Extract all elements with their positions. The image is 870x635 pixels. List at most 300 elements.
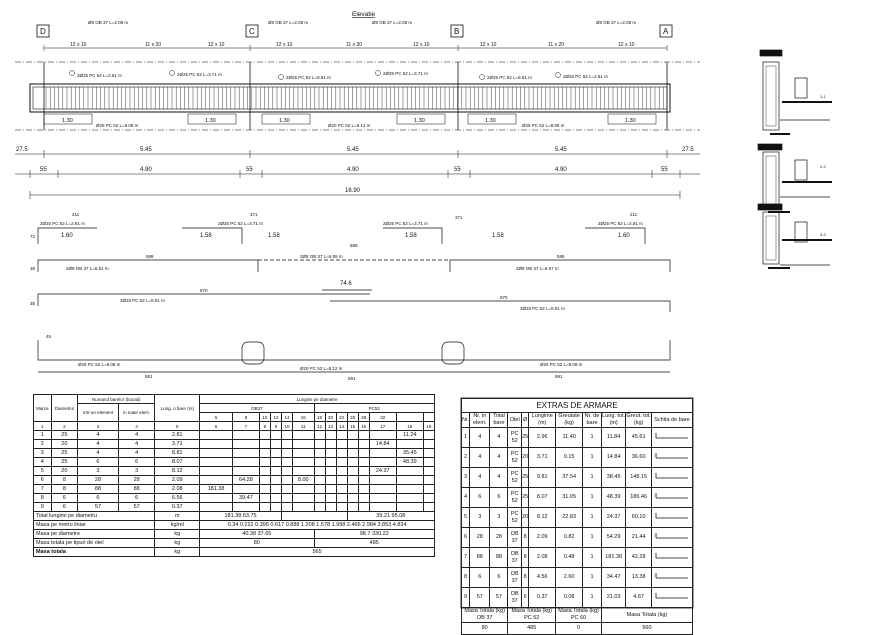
table-cell: 6 (78, 458, 119, 467)
table-cell: 4 (118, 449, 155, 458)
bar-sketch (652, 550, 692, 562)
table-cell (200, 449, 233, 458)
table-cell: 7 (462, 548, 470, 568)
stirrup-label: Ø8 OB 37 L=2.08 m (88, 20, 129, 25)
bar-sketch-cell (651, 448, 692, 468)
table-cell: 6 (78, 494, 119, 503)
table-cell (423, 485, 434, 494)
table-cell: 2.60 (556, 568, 583, 588)
detail-label: 1.58 (492, 233, 504, 239)
table-cell: 4 (78, 440, 119, 449)
detail-label: 2Ø25 PC 52 L=2.81 m (598, 221, 643, 226)
table-cell: 1 (462, 428, 470, 448)
table-cell: 88 (118, 485, 155, 494)
table-cell (358, 467, 369, 476)
table-cell (259, 458, 270, 467)
table-cell (259, 503, 270, 512)
table-row (34, 458, 435, 467)
table-cell (314, 458, 325, 467)
table-cell: 45.61 (626, 428, 652, 448)
col-number: 15 (347, 422, 358, 431)
table-cell (325, 440, 336, 449)
table-cell (281, 494, 292, 503)
table-cell: 21.03 (601, 588, 625, 608)
dim-130: 1.30 (625, 118, 636, 124)
table-cell: 88 (78, 485, 119, 494)
table-cell: 1 (583, 468, 602, 488)
bar-sketch (652, 450, 692, 462)
table-cell (200, 494, 233, 503)
col-count-sub: in toate elem. (118, 404, 155, 422)
masst-unit: kg (155, 539, 200, 548)
table-cell: 3 (462, 468, 470, 488)
table-cell: 57 (490, 588, 508, 608)
detail-label: 1.58 (200, 233, 212, 239)
section-label: 3-3 (820, 232, 826, 237)
table-cell: 0.08 (556, 588, 583, 608)
detail-label: 588 (350, 243, 358, 248)
table-cell: 4 (490, 448, 508, 468)
table-cell: 38.45 (601, 468, 625, 488)
mass-vals: 0.34 0.222 0.395 0.617 0.888 1.208 1.578 1.998 2.466 2.984 3.853 4.834 (200, 521, 435, 530)
extras-header: Lung. tot. (m) (602, 413, 626, 426)
table-cell (423, 476, 434, 485)
stirrups (46, 87, 663, 109)
table-cell: 1 (583, 428, 602, 448)
table-cell: 24.37 (369, 467, 396, 476)
table-cell (293, 503, 314, 512)
spacing-label: 11 x 20 (548, 42, 565, 48)
table-cell (358, 503, 369, 512)
table-cell (259, 485, 270, 494)
table-cell: 3 (490, 508, 508, 528)
table-cell: 48.39 (601, 488, 625, 508)
diam-header: 18 (314, 413, 325, 422)
table-cell (200, 467, 233, 476)
bar-sketch-cell (651, 508, 692, 528)
table-cell: 3.71 (529, 448, 556, 468)
table-cell: 8.00 (293, 476, 314, 485)
bar-callout: 2Ø25 PC 52 L=2.81 m (77, 73, 122, 78)
table-cell: PC 52 (508, 508, 522, 528)
table-cell (347, 458, 358, 467)
table-cell: 8.12 (529, 508, 556, 528)
table-cell: 0.37 (529, 588, 556, 608)
table-cell: 4 (78, 431, 119, 440)
table-cell: 14.84 (601, 448, 625, 468)
col-number: 6 (200, 422, 233, 431)
table-cell: 20 (51, 467, 77, 476)
bar-sketch (652, 470, 692, 482)
table-cell (314, 476, 325, 485)
table-cell: 28 (470, 528, 490, 548)
col-number: 8 (259, 422, 270, 431)
table-cell (325, 449, 336, 458)
spacing-label: 12 x 10 (618, 42, 635, 48)
table-cell: 8 (522, 528, 529, 548)
table-cell (314, 494, 325, 503)
table-cell: 8 (51, 476, 77, 485)
table-cell (293, 440, 314, 449)
col-count: Numarul barelor (bucati) (78, 395, 155, 404)
table-cell: 20 (51, 440, 77, 449)
stirrup-callouts (88, 20, 636, 25)
bar-sketch-cell (651, 488, 692, 508)
mtot-label: Masa totala (34, 548, 155, 557)
table-cell: PC 52 (508, 448, 522, 468)
bar-sketch (652, 490, 692, 502)
table-cell: 2.08 (155, 485, 200, 494)
table-cell (293, 431, 314, 440)
table-cell: 35.45 (396, 449, 423, 458)
table-cell (259, 449, 270, 458)
dim-130: 1.30 (62, 118, 73, 124)
table-cell: 1 (34, 431, 52, 440)
table-cell (293, 467, 314, 476)
detail-label: 1.58 (405, 233, 417, 239)
detail-label: Ø20 PC 52 L=8.12 m (300, 366, 343, 371)
table-row (462, 508, 693, 528)
bar-callout: 2Ø25 PC 52 L=8.81 m (286, 75, 331, 80)
table-row (34, 476, 435, 485)
table-cell: 6 (34, 476, 52, 485)
span-dim: 5.45 (555, 147, 567, 153)
detail-label: 2Ø25 PC 52 L=8.81 m (120, 298, 165, 303)
table-row (462, 468, 693, 488)
table-cell: 5 (34, 467, 52, 476)
table-row (462, 488, 693, 508)
table-cell: 4 (78, 449, 119, 458)
table-cell: 37.54 (556, 468, 583, 488)
spacing-label: 12 x 10 (276, 42, 293, 48)
foot-value: 0 (556, 623, 602, 635)
dim-130: 1.30 (279, 118, 290, 124)
diam-header: 25 (347, 413, 358, 422)
clear-dim: 4.90 (347, 167, 359, 173)
table-cell: 4 (34, 458, 52, 467)
massd-vals-r: 98.7 330.22 (314, 530, 435, 539)
detail-label: 2Ø25 PC 52 L=8.81 m (520, 306, 565, 311)
detail-label: 2Ø25 PC 52 L=3.71 m (218, 221, 263, 226)
table-row (462, 448, 693, 468)
table-row (462, 428, 693, 448)
table-cell (200, 503, 233, 512)
detail-label: 74.6 (340, 281, 352, 287)
diam-header: 20 (325, 413, 336, 422)
table-cell (347, 467, 358, 476)
table-cell (259, 494, 270, 503)
col-number: 19 (423, 422, 434, 431)
table-cell: 25 (522, 468, 529, 488)
table-cell (270, 440, 281, 449)
table-cell: 57 (118, 503, 155, 512)
foot-value: 560 (601, 623, 692, 635)
table-cell (259, 440, 270, 449)
table-cell: 4 (470, 468, 490, 488)
detail-label: 72 (30, 234, 36, 239)
bar-callout: Ø20 PC 52 L=8.12 m (328, 123, 371, 128)
extras-header: Nr. in elem. (470, 413, 490, 428)
table-cell: 34.47 (601, 568, 625, 588)
table-cell: 64.28 (232, 476, 259, 485)
table-cell (200, 440, 233, 449)
masst-l: 80 (200, 539, 314, 548)
table-cell: 8 (522, 548, 529, 568)
table-cell (281, 467, 292, 476)
table-cell (232, 467, 259, 476)
bar-sketch (652, 570, 692, 582)
detail-label: 2Ø8 OB 37 L=6.57 m (516, 266, 559, 271)
bar-callout: 2Ø25 PC 52 L=2.81 m (563, 74, 608, 79)
detail-label: 870 (200, 288, 208, 293)
bar-callout: Ø25 PC 52 L=8.08 m (96, 123, 139, 128)
support-b: B (454, 27, 460, 36)
detail-label: 371 (250, 212, 258, 217)
detail-label: 1.58 (268, 233, 280, 239)
table-cell (270, 494, 281, 503)
foot-header: Masa Totala (kg) PC 60 (556, 608, 602, 623)
rebar-schedule-table (33, 394, 435, 557)
table-cell (358, 458, 369, 467)
dim-130: 1.30 (414, 118, 425, 124)
table-row (34, 467, 435, 476)
extras-header: Nr. de bare (583, 413, 602, 428)
spacing-label: 12 x 10 (480, 42, 497, 48)
table-cell (369, 503, 396, 512)
bar-sketch-cell (651, 528, 692, 548)
total-dim: 16.90 (345, 188, 361, 194)
table-cell: 88 (470, 548, 490, 568)
table-cell: 4 (118, 431, 155, 440)
table-cell (336, 458, 347, 467)
table-cell: 8.07 (529, 488, 556, 508)
detail-label: 371 (455, 215, 463, 220)
foot-header: Masa Totala (kg) (601, 608, 692, 623)
table-cell (369, 449, 396, 458)
table-cell: 39.47 (232, 494, 259, 503)
table-cell: 6.56 (155, 494, 200, 503)
extras-header: Total bare (490, 413, 508, 428)
diam-header: 22 (336, 413, 347, 422)
detail-label: 2Ø25 PC 52 L=2.81 m (40, 221, 85, 226)
bar-sketch-cell (651, 428, 692, 448)
table-cell: 0.48 (556, 548, 583, 568)
table-cell: 22.83 (556, 508, 583, 528)
table-cell (314, 440, 325, 449)
table-cell: 6 (470, 488, 490, 508)
spacing-label: 11 x 20 (346, 42, 363, 48)
col-count-sub: Intr-un element (78, 404, 119, 422)
table-cell: 24.37 (601, 508, 625, 528)
table-cell: 6 (462, 528, 470, 548)
detail-label: Ø25 PC 52 L=8.08 m (78, 362, 121, 367)
table-cell: 9 (462, 588, 470, 608)
table-cell (347, 503, 358, 512)
table-cell: 4.67 (626, 588, 652, 608)
table-cell (325, 458, 336, 467)
table-cell: 0.37 (155, 503, 200, 512)
table-cell: 60.10 (626, 508, 652, 528)
table-cell: 0.82 (556, 528, 583, 548)
table-cell (396, 485, 423, 494)
stirrup-label: Ø8 OB 37 L=2.08 m (268, 20, 309, 25)
table-cell (270, 467, 281, 476)
table-cell: 4 (490, 428, 508, 448)
detail-label: 38 (30, 266, 36, 271)
table-cell (325, 494, 336, 503)
table-cell: 3 (470, 508, 490, 528)
col-marca: Marca (34, 395, 52, 422)
spacing-label: 12 x 10 (208, 42, 225, 48)
massd-label: Masa pe diametre (34, 530, 155, 539)
clear-dim: 4.90 (555, 167, 567, 173)
detail-label: 211 (72, 212, 80, 217)
table-cell (270, 449, 281, 458)
table-cell (369, 458, 396, 467)
col-number: 17 (369, 422, 396, 431)
table-cell (423, 449, 434, 458)
table-cell: 4 (470, 428, 490, 448)
table-cell: 2.09 (155, 476, 200, 485)
table-cell: 6 (51, 494, 77, 503)
col-diam: Diametrul (51, 395, 77, 422)
col-number: 10 (281, 422, 292, 431)
table-cell: 4 (490, 468, 508, 488)
spacing-label: 12 x 10 (70, 42, 87, 48)
table-cell (336, 476, 347, 485)
detail-label: 591 (348, 376, 356, 381)
table-cell: 7 (34, 485, 52, 494)
table-cell: 1 (583, 448, 602, 468)
section-2 (758, 144, 832, 212)
detail-label: 2Ø25 PC 52 L=3.71 m (383, 221, 428, 226)
table-cell (281, 458, 292, 467)
table-cell (270, 503, 281, 512)
table-cell (423, 467, 434, 476)
table-cell (336, 440, 347, 449)
table-cell (232, 503, 259, 512)
table-cell: 8 (462, 568, 470, 588)
table-cell: PC 52 (508, 488, 522, 508)
table-cell (396, 494, 423, 503)
table-cell (347, 449, 358, 458)
foot-header: Masa Totala (kg) OB 37 (462, 608, 508, 623)
table-cell: 11.24 (396, 431, 423, 440)
table-cell: 1 (583, 588, 602, 608)
extras-header: Otel (508, 413, 522, 428)
table-cell: 28 (118, 476, 155, 485)
dim-end-right: 27.5 (682, 147, 694, 153)
col-len: Lung. o bare (m) (155, 395, 200, 422)
table-cell: 25 (51, 458, 77, 467)
masst-label: Masa totala pe tipuri de otel (34, 539, 155, 548)
table-cell (358, 440, 369, 449)
table-cell: 4 (462, 488, 470, 508)
table-row (34, 494, 435, 503)
table-cell (232, 449, 259, 458)
table-cell: 5 (462, 508, 470, 528)
diam-header: 32 (369, 413, 396, 422)
table-row (34, 503, 435, 512)
detail-label: 2Ø8 OB 37 L=6.51 m (66, 266, 109, 271)
extras-header: Lungime (m) (529, 413, 556, 428)
table-cell (423, 503, 434, 512)
table-cell: 28 (490, 528, 508, 548)
steel-pc: PC52 (314, 404, 435, 413)
table-cell: 2.81 (155, 431, 200, 440)
table-cell (336, 485, 347, 494)
table-cell: 25 (522, 428, 529, 448)
col-number: 14 (336, 422, 347, 431)
col-number: 12 (314, 422, 325, 431)
table-row (34, 449, 435, 458)
table-cell: 14.84 (369, 440, 396, 449)
table-cell (336, 494, 347, 503)
detail-label: 1.60 (61, 233, 73, 239)
table-cell: 181.38 (601, 548, 625, 568)
stirrup-label: Ø8 OB 37 L=2.08 m (372, 20, 413, 25)
table-cell (325, 467, 336, 476)
section-labels (820, 94, 827, 237)
table-row (462, 528, 693, 548)
table-cell: 148.15 (626, 468, 652, 488)
table-cell (347, 476, 358, 485)
table-cell (293, 458, 314, 467)
mass-label: Masa pe metru liniar (34, 521, 155, 530)
table-cell (281, 431, 292, 440)
table-cell: PC 52 (508, 428, 522, 448)
table-cell: 6 (470, 568, 490, 588)
table-cell: 25 (51, 449, 77, 458)
total-unit: m (155, 512, 200, 521)
detail-label: 870 (500, 295, 508, 300)
table-cell (270, 458, 281, 467)
table-cell: 42.28 (626, 548, 652, 568)
mtot-unit: kg (155, 548, 200, 557)
section-1 (760, 50, 832, 134)
table-cell (369, 476, 396, 485)
extras-header: Greut. tot. (kg) (626, 413, 651, 426)
diam-header: 16 (293, 413, 314, 422)
bar-sketch (652, 430, 692, 442)
table-cell: 8.07 (155, 458, 200, 467)
table-cell (314, 449, 325, 458)
table-cell: 9 (34, 503, 52, 512)
table-cell (396, 467, 423, 476)
table-cell (325, 476, 336, 485)
diam-header (396, 413, 423, 422)
extras-header: Nr. (462, 413, 470, 428)
table-cell (396, 476, 423, 485)
detail-label: 588 (146, 254, 154, 259)
foot-header: Masa Totala (kg) PC 52 (508, 608, 556, 623)
table-cell (336, 467, 347, 476)
detail-label: 35 (30, 301, 36, 306)
table-cell: 25 (51, 431, 77, 440)
table-cell: 4.56 (529, 568, 556, 588)
table-cell (281, 449, 292, 458)
table-cell (293, 494, 314, 503)
spacing-label: 12 x 10 (413, 42, 430, 48)
bar-sketch (652, 590, 692, 602)
bar-sketch-cell (651, 548, 692, 568)
support-dim: 55 (661, 167, 668, 173)
bar-sketch (652, 510, 692, 522)
table-cell (314, 467, 325, 476)
table-cell (270, 476, 281, 485)
table-cell: 57 (78, 503, 119, 512)
mtot-val: 565 (200, 548, 435, 557)
